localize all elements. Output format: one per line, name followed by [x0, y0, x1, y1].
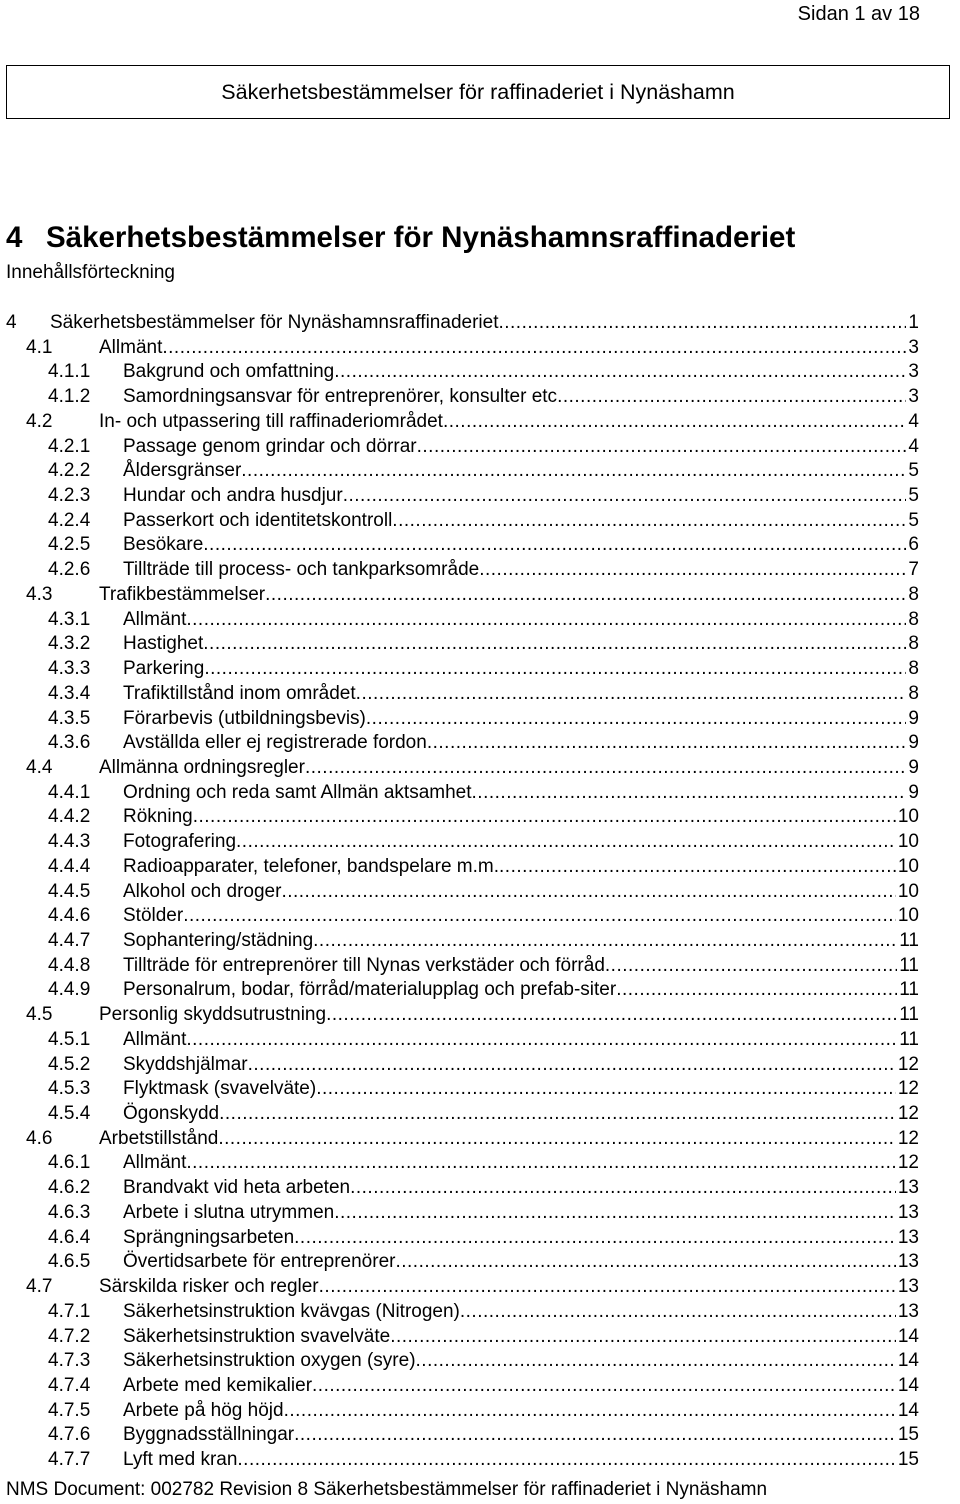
toc-entry[interactable] [0, 880, 960, 905]
toc-entry-number: 4.6.2 [48, 1177, 91, 1199]
toc-entry-title: Arbetstillstånd [99, 1127, 219, 1149]
toc-entry-page: 12 [897, 1152, 919, 1174]
toc-entry-number: 4.3.2 [48, 633, 91, 655]
toc-entry-page: 4 [908, 435, 919, 457]
toc-entry[interactable] [0, 1102, 960, 1127]
toc-entry-title: Arbete med kemikalier [123, 1374, 313, 1396]
toc-dot-leader [294, 1423, 896, 1447]
toc-entry-line [123, 608, 919, 632]
footer: NMS Document: 002782 Revision 8 Säkerhetsbestämmelser för raffinaderiet i Nynäshamn [6, 1479, 768, 1500]
toc-entry[interactable] [0, 583, 960, 608]
toc-entry-line [123, 1423, 919, 1447]
toc-entry-line [123, 435, 919, 459]
toc-entry-number: 4.4.4 [48, 855, 91, 877]
toc-dot-leader [203, 632, 906, 656]
toc-entry-number: 4.3.3 [48, 658, 91, 680]
toc-entry-title: Parkering [123, 658, 205, 680]
toc-entry-number: 4.2.4 [48, 509, 91, 531]
toc-entry-title: Hastighet [123, 633, 204, 655]
toc-entry-title: Säkerhetsinstruktion svavelväte [123, 1325, 391, 1347]
toc-entry-number: 4.2.2 [48, 460, 91, 482]
toc-entry-title: Tillträde för entreprenörer till Nynas verkstäder och förråd [123, 954, 605, 976]
toc-entry-number: 4.7.1 [48, 1300, 91, 1322]
toc-entry-line [123, 1349, 919, 1373]
toc-entry-page: 8 [908, 633, 919, 655]
toc-entry-line [123, 509, 919, 533]
toc-entry-page: 9 [908, 781, 919, 803]
toc-entry-title: Bakgrund och omfattning [123, 361, 335, 383]
toc-dot-leader [204, 657, 906, 681]
toc-dot-leader [392, 509, 906, 533]
toc-entry[interactable] [0, 731, 960, 756]
toc-entry-line [123, 1151, 919, 1175]
toc-dot-leader [427, 731, 907, 755]
toc-entry[interactable] [0, 410, 960, 435]
toc-entry[interactable] [0, 830, 960, 855]
toc-entry-line [123, 1448, 919, 1472]
toc-entry-line [123, 1399, 919, 1423]
toc-entry[interactable] [0, 360, 960, 385]
toc-entry-title: Byggnadsställningar [123, 1424, 295, 1446]
toc-entry-line [99, 1127, 919, 1151]
toc-entry-page: 9 [908, 707, 919, 729]
toc-entry-page: 15 [897, 1449, 919, 1471]
toc-dot-leader [312, 1374, 896, 1398]
toc-entry-number: 4.6.5 [48, 1251, 91, 1273]
toc-entry-page: 3 [908, 336, 919, 358]
toc-entry-page: 12 [897, 1078, 919, 1100]
toc-dot-leader [366, 707, 907, 731]
toc-dot-leader [479, 558, 906, 582]
toc-entry-page: 14 [897, 1399, 919, 1421]
toc-entry-page: 6 [908, 534, 919, 556]
toc-entry[interactable] [0, 1374, 960, 1399]
toc-entry-number: 4.3.6 [48, 732, 91, 754]
toc-entry-page: 15 [897, 1424, 919, 1446]
document-title: Säkerhetsbestämmelser för raffinaderiet i Nynäshamn [221, 79, 735, 104]
toc-entry[interactable] [0, 1201, 960, 1226]
toc-entry-page: 11 [899, 1028, 919, 1050]
toc-entry-title: Allmänt [123, 1152, 187, 1174]
toc-dot-leader [390, 1325, 896, 1349]
toc-entry[interactable] [0, 929, 960, 954]
toc-entry-page: 14 [897, 1325, 919, 1347]
toc-entry[interactable] [0, 1325, 960, 1350]
toc-entry-number: 4.3.5 [48, 707, 91, 729]
toc-entry-line [123, 632, 919, 656]
toc-entry-page: 8 [908, 608, 919, 630]
toc-entry-page: 13 [897, 1226, 919, 1248]
toc-dot-leader [499, 855, 896, 879]
toc-entry-title: Övertidsarbete för entreprenörer [123, 1251, 396, 1273]
toc-entry-page: 10 [897, 880, 919, 902]
toc-entry[interactable] [0, 1028, 960, 1053]
toc-entry-number: 4.1.1 [48, 361, 91, 383]
toc-entry-number: 4.7.6 [48, 1424, 91, 1446]
toc-entry-title: Allmänt [123, 608, 187, 630]
toc-entry-title: Allmänt [123, 1028, 187, 1050]
toc-entry-number: 4.4 [26, 756, 53, 778]
toc-entry-page: 10 [897, 806, 919, 828]
toc-entry-title: Lyft med kran [123, 1449, 238, 1471]
toc-dot-leader [616, 978, 897, 1002]
toc-dot-leader [186, 1151, 896, 1175]
toc-entry[interactable] [0, 1250, 960, 1275]
toc-entry-page: 11 [899, 1004, 919, 1026]
toc-entry-title: Säkerhetsinstruktion oxygen (syre) [123, 1350, 416, 1372]
toc-entry-number: 4.7.5 [48, 1399, 91, 1421]
toc-entry-page: 9 [908, 732, 919, 754]
toc-entry[interactable] [0, 855, 960, 880]
toc-entry-title: Trafikbestämmelser [99, 583, 266, 605]
toc-dot-leader [356, 682, 907, 706]
toc-entry-line [123, 1325, 919, 1349]
toc-entry-line [123, 558, 919, 582]
toc-entry-page: 14 [897, 1374, 919, 1396]
toc-entry-number: 4.5.4 [48, 1103, 91, 1125]
toc-entry-title: Sophantering/städning [123, 930, 314, 951]
toc-entry-title: Särskilda risker och regler [99, 1276, 319, 1298]
toc-dot-leader [472, 781, 907, 805]
toc-entry[interactable] [0, 904, 960, 929]
toc-entry-line [123, 1053, 919, 1077]
toc-dot-leader [343, 484, 907, 508]
toc-dot-leader [203, 533, 906, 557]
toc-entry-page: 5 [908, 460, 919, 482]
toc-entry-line [123, 707, 919, 731]
toc-entry-number: 4.7.2 [48, 1325, 91, 1347]
toc-entry[interactable] [0, 1349, 960, 1374]
toc-entry-title: Säkerhetsbestämmelser för Nynäshamnsraffinaderiet [50, 312, 499, 333]
toc-entry-title: Allmänt [99, 336, 163, 358]
toc-entry-line [123, 929, 919, 953]
toc-entry-title: Trafiktillstånd inom området [123, 682, 356, 704]
toc-entry-number: 4.2 [26, 410, 53, 432]
toc-entry-number: 4 [6, 312, 17, 333]
toc-entry-number: 4.2.3 [48, 485, 91, 507]
toc-entry-page: 13 [897, 1177, 919, 1199]
toc-dot-leader [334, 360, 906, 384]
toc-entry-number: 4.7.7 [48, 1449, 91, 1471]
toc-entry-number: 4.5.1 [48, 1028, 91, 1050]
toc-dot-leader [237, 1448, 895, 1472]
toc-entry-title: Besökare [123, 534, 204, 556]
toc-entry-page: 10 [897, 905, 919, 927]
toc-entry-line [123, 731, 919, 755]
toc-dot-leader [316, 1077, 896, 1101]
toc-entry-page: 7 [908, 559, 919, 581]
toc-entry-title: Alkohol och droger [123, 880, 282, 902]
toc-entry-line [123, 360, 919, 384]
toc-dot-leader [305, 756, 906, 780]
toc-entry-page: 10 [897, 831, 919, 853]
chapter-heading [6, 218, 946, 258]
toc-entry[interactable] [0, 1151, 960, 1176]
toc-dot-leader [236, 830, 896, 854]
toc-entry-page: 5 [908, 509, 919, 531]
toc-entry-line [99, 410, 919, 434]
toc-entry-line [123, 1102, 919, 1126]
toc-entry[interactable] [0, 385, 960, 410]
toc-entry-page: 12 [897, 1127, 919, 1149]
toc-entry-title: Stölder [123, 905, 184, 927]
toc-dot-leader [319, 1275, 896, 1299]
toc-entry-line [123, 904, 919, 928]
toc-dot-leader [313, 929, 897, 953]
toc-entry-number: 4.3.4 [48, 682, 91, 704]
toc-entry-line [123, 880, 919, 904]
toc-entry-number: 4.3 [26, 583, 53, 605]
toc-entry[interactable] [0, 558, 960, 583]
toc-entry[interactable] [0, 1423, 960, 1448]
toc-dot-leader [326, 1003, 897, 1027]
toc-entry[interactable] [0, 336, 960, 361]
toc-entry-title: Förarbevis (utbildningsbevis) [123, 707, 366, 729]
toc-entry[interactable] [0, 533, 960, 558]
toc-entry-title: Skyddshjälmar [123, 1053, 248, 1075]
toc-dot-leader [186, 608, 906, 632]
toc-entry[interactable] [0, 1448, 960, 1473]
toc-entry-number: 4.5 [26, 1004, 53, 1026]
toc-dot-leader [334, 1201, 896, 1225]
toc-entry-page: 8 [908, 682, 919, 704]
toc-entry-page: 14 [897, 1350, 919, 1372]
toc-entry-page: 13 [897, 1201, 919, 1223]
toc-entry[interactable] [0, 1300, 960, 1325]
toc-entry-page: 11 [899, 954, 919, 976]
toc-entry-page: 13 [897, 1251, 919, 1273]
toc-entry-number: 4.6.4 [48, 1226, 91, 1248]
toc-entry-page: 8 [908, 658, 919, 680]
toc-entry-number: 4.7 [26, 1276, 53, 1298]
toc-dot-leader [193, 805, 896, 829]
toc-entry-line [123, 657, 919, 681]
toc-dot-leader [557, 385, 906, 409]
toc-entry-number: 4.1.2 [48, 386, 91, 408]
toc-entry[interactable] [0, 954, 960, 979]
toc-entry-title: Rökning [123, 806, 193, 828]
toc-entry-title: Ordning och reda samt Allmän aktsamhet [123, 781, 472, 803]
toc-entry-title: Personalrum, bodar, förråd/materialupplag och prefab-siter [123, 979, 617, 1001]
toc-dot-leader [416, 1349, 896, 1373]
toc-dot-leader [281, 880, 895, 904]
toc-dot-leader [350, 1176, 896, 1200]
toc-entry-title: Brandvakt vid heta arbeten [123, 1177, 351, 1199]
toc-entry-page: 12 [897, 1053, 919, 1075]
toc-entry-page: 1 [908, 312, 919, 333]
toc-entry-line [123, 533, 919, 557]
toc-entry-page: 13 [897, 1276, 919, 1298]
toc-entry-title: Radioapparater, telefoner, bandspelare m.m. [123, 855, 500, 877]
toc-entry-number: 4.4.9 [48, 979, 91, 1001]
toc-entry[interactable] [0, 1077, 960, 1102]
toc-entry-line [123, 1077, 919, 1101]
toc-entry-line [123, 484, 919, 508]
toc-entry[interactable] [0, 1127, 960, 1152]
toc-entry-line [123, 1176, 919, 1200]
toc-entry-page: 10 [897, 855, 919, 877]
toc-entry-line [99, 336, 919, 360]
toc-entry-page: 3 [908, 386, 919, 408]
toc-entry-line [123, 1201, 919, 1225]
toc-entry-line [50, 311, 919, 335]
toc-entry[interactable] [0, 1003, 960, 1028]
toc-entry-page: 11 [899, 979, 919, 1001]
page-number: Sidan 1 av 18 [797, 3, 920, 25]
toc-entry-title: Säkerhetsinstruktion kvävgas (Nitrogen) [123, 1300, 460, 1322]
toc-entry[interactable] [0, 707, 960, 732]
toc-entry-line [123, 781, 919, 805]
toc-entry-number: 4.4.6 [48, 905, 91, 927]
toc-entry[interactable] [0, 435, 960, 460]
chapter-number: 4 [6, 221, 23, 254]
toc-entry-line [123, 1300, 919, 1324]
toc-entry-number: 4.4.1 [48, 781, 91, 803]
toc-entry-title: Flyktmask (svavelväte) [123, 1078, 317, 1100]
toc-entry-line [99, 756, 919, 780]
toc-dot-leader [294, 1226, 896, 1250]
toc-entry-title: Hundar och andra husdjur [123, 485, 343, 507]
toc-entry-number: 4.4.7 [48, 930, 91, 951]
toc-dot-leader [162, 336, 906, 360]
toc-entry[interactable] [0, 1226, 960, 1251]
toc-entry-page: 8 [908, 583, 919, 605]
toc-entry[interactable] [0, 459, 960, 484]
toc-entry[interactable] [0, 1275, 960, 1300]
toc-entry[interactable] [0, 805, 960, 830]
toc-entry-title: Arbete på hög höjd [123, 1399, 284, 1421]
toc-entry-number: 4.6.3 [48, 1201, 91, 1223]
toc-entry-title: Ögonskydd [123, 1103, 220, 1125]
toc-entry-number: 4.2.5 [48, 534, 91, 556]
toc-entry-number: 4.5.3 [48, 1078, 91, 1100]
toc-entry-title: Arbete i slutna utrymmen [123, 1201, 335, 1223]
toc-dot-leader [443, 410, 906, 434]
toc-dot-leader [395, 1250, 895, 1274]
toc-entry-line [99, 583, 919, 607]
toc-heading: Innehållsförteckning [6, 262, 175, 283]
toc-dot-leader [219, 1102, 896, 1126]
toc-entry-line [123, 1374, 919, 1398]
toc-entry[interactable] [0, 682, 960, 707]
toc-entry-line [99, 1003, 919, 1027]
toc-entry-page: 5 [908, 485, 919, 507]
toc-dot-leader [265, 583, 906, 607]
toc-entry-page: 9 [908, 756, 919, 778]
toc-entry-title: In- och utpassering till raffinaderiområdet [99, 410, 443, 432]
toc-entry-title: Samordningsansvar för entreprenörer, konsulter etc [123, 386, 558, 408]
toc-entry[interactable] [0, 632, 960, 657]
toc-entry-title: Fotografering [123, 831, 237, 853]
toc-entry[interactable] [0, 756, 960, 781]
toc-entry-page: 3 [908, 361, 919, 383]
toc-entry[interactable] [0, 781, 960, 806]
toc-entry-number: 4.3.1 [48, 608, 91, 630]
toc-dot-leader [284, 1399, 896, 1423]
toc-entry-page: 11 [899, 930, 919, 951]
toc-entry[interactable] [0, 1053, 960, 1078]
toc-entry-number: 4.1 [26, 336, 53, 358]
toc-entry-title: Avställda eller ej registrerade fordon [123, 732, 427, 754]
toc-entry-line [123, 830, 919, 854]
toc-entry-page: 12 [897, 1103, 919, 1125]
toc-entry-line [123, 855, 919, 879]
toc-entry[interactable] [0, 1176, 960, 1201]
toc-entry-number: 4.5.2 [48, 1053, 91, 1075]
toc-entry-title: Passage genom grindar och dörrar [123, 435, 417, 457]
toc-entry-line [123, 978, 919, 1002]
toc-entry-number: 4.4.5 [48, 880, 91, 902]
toc-entry-line [123, 954, 919, 978]
toc-dot-leader [218, 1127, 896, 1151]
toc-entry-number: 4.4.8 [48, 954, 91, 976]
toc-entry-number: 4.4.3 [48, 831, 91, 853]
toc-entry[interactable] [0, 1399, 960, 1424]
toc-entry-line [123, 805, 919, 829]
toc-entry-title: Allmänna ordningsregler [99, 756, 305, 778]
toc-dot-leader [186, 1028, 897, 1052]
toc-entry-title: Passerkort och identitetskontroll [123, 509, 393, 531]
toc-dot-leader [417, 435, 907, 459]
toc-entry-line [99, 1275, 919, 1299]
toc-entry-title: Tillträde till process- och tankparksområde [123, 559, 480, 581]
chapter-title: Säkerhetsbestämmelser för Nynäshamnsraffinaderiet [46, 221, 796, 254]
toc-entry-line [123, 385, 919, 409]
toc-dot-leader [498, 311, 906, 335]
toc-entry[interactable] [0, 509, 960, 534]
toc-dot-leader [241, 459, 906, 483]
toc-entry-line [123, 459, 919, 483]
toc-dot-leader [460, 1300, 896, 1324]
toc-entry-title: Åldersgränser [123, 460, 242, 482]
toc-entry-number: 4.2.6 [48, 559, 91, 581]
toc-entry[interactable] [0, 311, 960, 336]
toc-entry-line [123, 1028, 919, 1052]
toc-entry-title: Sprängningsarbeten [123, 1226, 295, 1248]
toc-entry-title: Personlig skyddsutrustning [99, 1004, 327, 1026]
toc-entry-number: 4.2.1 [48, 435, 91, 457]
toc-entry-page: 13 [897, 1300, 919, 1322]
toc-entry-number: 4.4.2 [48, 806, 91, 828]
toc-entry-page: 4 [908, 410, 919, 432]
toc-entry-number: 4.6.1 [48, 1152, 91, 1174]
toc-entry[interactable] [0, 484, 960, 509]
toc-dot-leader [183, 904, 896, 928]
toc-entry-line [123, 682, 919, 706]
toc-entry-line [123, 1226, 919, 1250]
toc-dot-leader [248, 1053, 896, 1077]
toc-entry-number: 4.6 [26, 1127, 53, 1149]
toc-entry[interactable] [0, 608, 960, 633]
toc-entry-line [123, 1250, 919, 1274]
toc-entry-number: 4.7.3 [48, 1350, 91, 1372]
toc-dot-leader [605, 954, 897, 978]
toc-entry-number: 4.7.4 [48, 1374, 91, 1396]
toc-entry[interactable] [0, 978, 960, 1003]
document-title-box [6, 65, 950, 119]
toc-entry[interactable] [0, 657, 960, 682]
